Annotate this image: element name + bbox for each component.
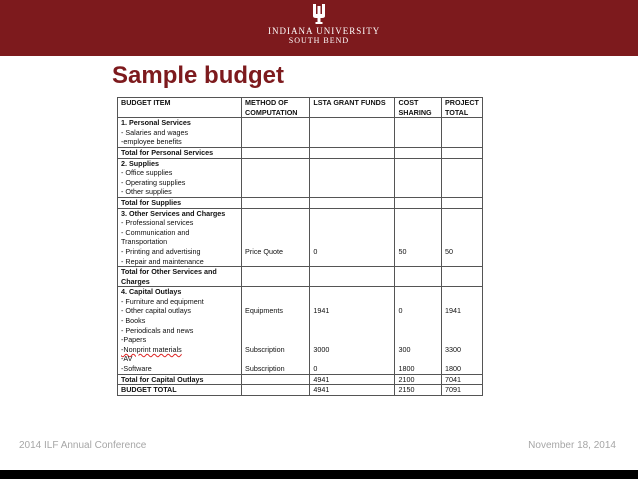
slide-title: Sample budget (112, 62, 285, 89)
section-heading: 3. Other Services and Charges (121, 208, 226, 218)
lsta-value: 0 (313, 246, 318, 256)
header-cost-sharing: COST SHARING (395, 98, 442, 118)
cost-value: 0 (398, 306, 403, 316)
cost-value: 300 (398, 344, 411, 354)
budget-total-label: BUDGET TOTAL (118, 385, 242, 396)
project-total-value: 50 (444, 246, 453, 256)
cost-value: 2100 (395, 374, 442, 385)
lsta-value: 3000 (313, 344, 330, 354)
project-total-value: 3300 (444, 344, 461, 354)
list-item: - Furniture and equipment (121, 296, 204, 306)
list-item: - Other supplies (121, 187, 172, 197)
project-total-value: 7041 (441, 374, 482, 385)
cost-value: 2150 (395, 385, 442, 396)
table-row (118, 208, 483, 267)
table-row (118, 158, 483, 197)
list-item: -employee benefits (121, 137, 182, 147)
supplies-cell (118, 158, 242, 197)
list-item: - Other capital outlays (121, 306, 191, 316)
header-method: METHOD OF COMPUTATION (242, 98, 310, 118)
section-heading: 1. Personal Services (121, 118, 191, 128)
table-row (118, 147, 483, 158)
logo-line-1: INDIANA UNIVERSITY (268, 26, 381, 36)
budget-table (117, 97, 483, 396)
list-item: -AV (121, 354, 133, 364)
total-label: Total for Supplies (118, 197, 242, 208)
header-lsta: LSTA GRANT FUNDS (310, 98, 395, 118)
list-item: - Professional services (121, 218, 194, 228)
list-item: - Communication and (121, 227, 190, 237)
method-value: Equipments (245, 306, 284, 316)
table-header-row (118, 98, 483, 118)
table-row (118, 267, 483, 287)
list-item: - Salaries and wages (121, 127, 189, 137)
list-item: -Software (121, 364, 152, 374)
method-value: Price Quote (245, 246, 283, 256)
table-row (118, 118, 483, 148)
capital-outlays-cell (118, 287, 242, 374)
list-item: Transportation (121, 237, 168, 247)
footer-conference: 2014 ILF Annual Conference (19, 440, 147, 451)
section-heading: 4. Capital Outlays (121, 287, 182, 297)
list-item: -Nonprint materials (121, 344, 182, 354)
header-project-total: PROJECT TOTAL (441, 98, 482, 118)
list-item: -Papers (121, 335, 147, 345)
personal-services-cell (118, 118, 242, 148)
iu-trident-icon (312, 3, 326, 25)
project-total-value: 1800 (444, 364, 461, 374)
table-row (118, 374, 483, 385)
list-item: - Books (121, 316, 146, 326)
lsta-value: 1941 (313, 306, 330, 316)
method-value: Subscription (245, 364, 285, 374)
budget-total-row (118, 385, 483, 396)
project-total-value: 7091 (441, 385, 482, 396)
list-item: - Printing and advertising (121, 246, 201, 256)
project-total-value: 1941 (444, 306, 461, 316)
bottom-bar (0, 470, 638, 479)
list-item: - Periodicals and news (121, 325, 194, 335)
table-row (118, 287, 483, 374)
table-row (118, 197, 483, 208)
header-budget-item: BUDGET ITEM (118, 98, 242, 118)
list-item: - Repair and maintenance (121, 256, 204, 266)
list-item: - Operating supplies (121, 177, 186, 187)
total-label: Total for Personal Services (118, 147, 242, 158)
total-label: Total for Other Services and Charges (118, 267, 242, 287)
logo-line-2: SOUTH BEND (288, 36, 350, 45)
university-logo (268, 3, 381, 53)
lsta-value: 4941 (310, 374, 395, 385)
footer-date: November 18, 2014 (528, 440, 616, 451)
lsta-value: 4941 (310, 385, 395, 396)
cost-value: 50 (398, 246, 407, 256)
cost-value: 1800 (398, 364, 415, 374)
header-banner (0, 0, 638, 56)
lsta-value: 0 (313, 364, 318, 374)
total-label: Total for Capital Outlays (118, 374, 242, 385)
section-heading: 2. Supplies (121, 158, 159, 168)
method-value: Subscription (245, 344, 285, 354)
other-services-cell (118, 208, 242, 267)
list-item: - Office supplies (121, 168, 173, 178)
